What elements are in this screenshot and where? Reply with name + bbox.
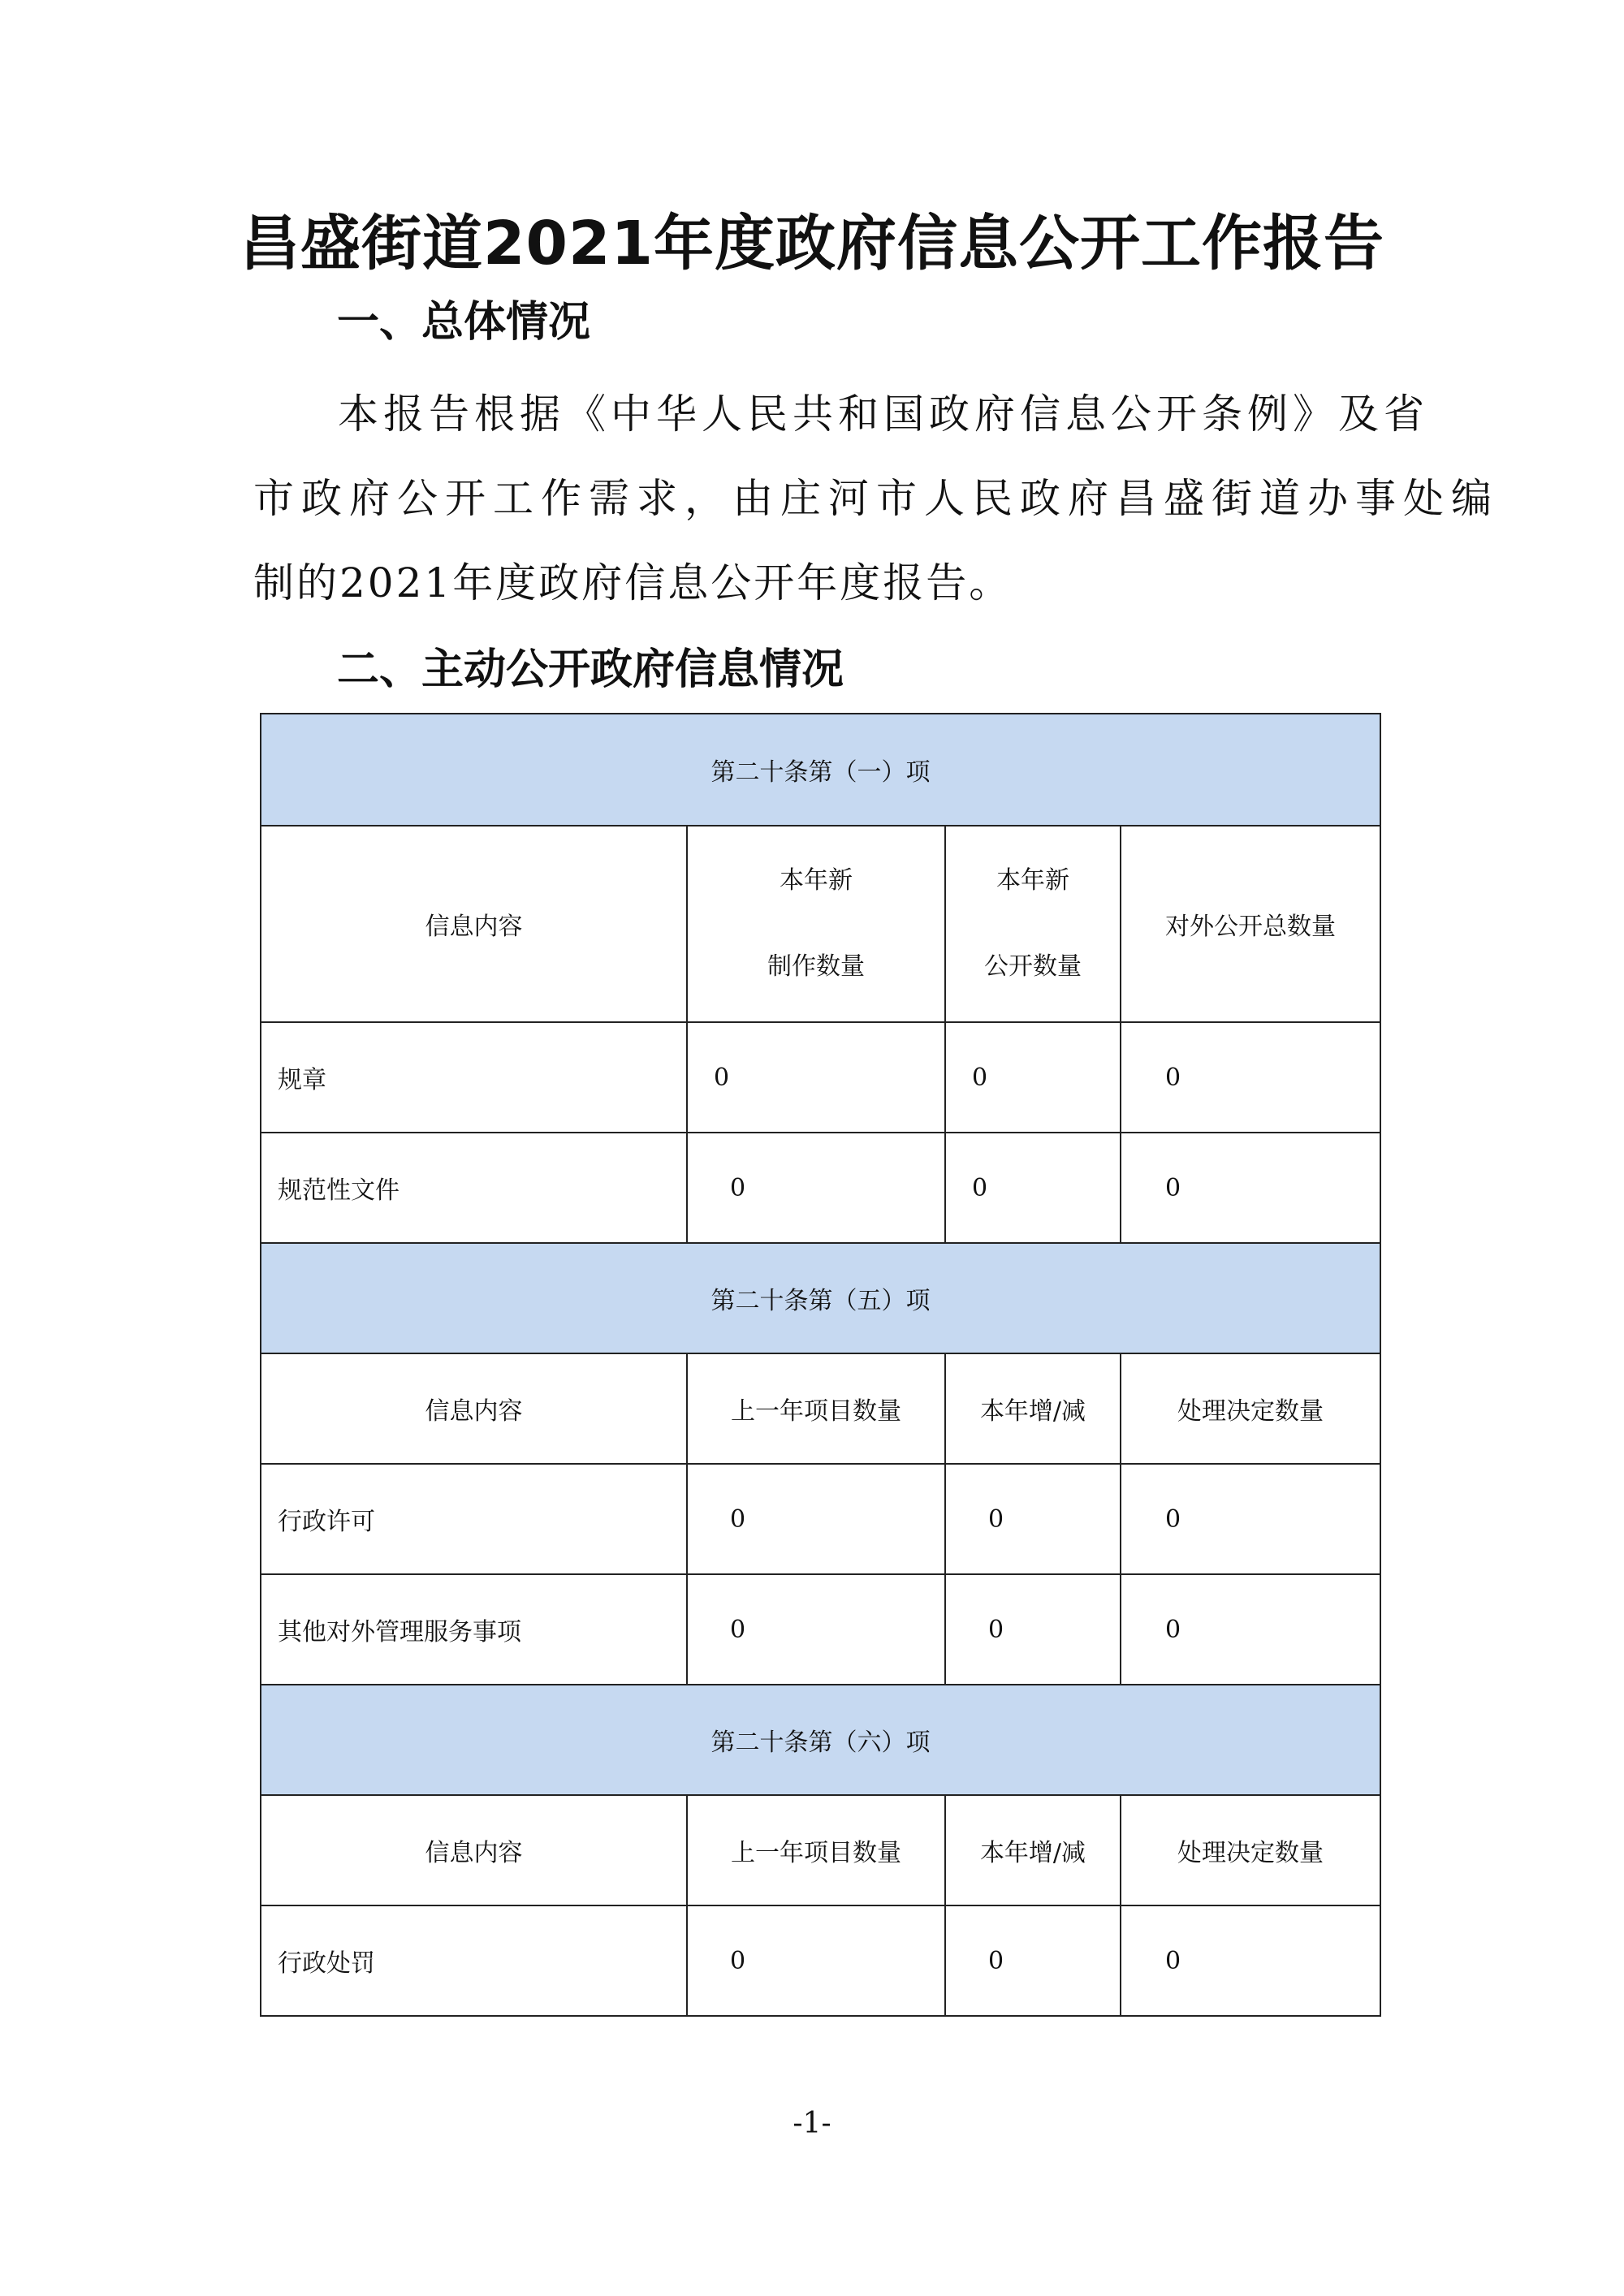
column-header-line: 本年新: [996, 866, 1069, 895]
section-heading-proactive-disclosure: 二、主动公开政府信息情况: [337, 645, 844, 694]
column-header: 处理决定数量: [1121, 1353, 1380, 1464]
cell-value: 0: [945, 1022, 1121, 1133]
column-header: 信息内容: [261, 826, 687, 1022]
table-row: [261, 1464, 1380, 1574]
row-label: 行政许可: [261, 1464, 687, 1574]
cell-value: 0: [1121, 1464, 1380, 1574]
column-header: 对外公开总数量: [1121, 826, 1380, 1022]
cell-value: 0: [945, 1905, 1121, 2016]
cell-value: 0: [1121, 1905, 1380, 2016]
disclosure-table: [260, 713, 1381, 2017]
page-number: -1-: [793, 2107, 831, 2140]
column-header-line: 公开数量: [984, 952, 1082, 981]
column-header: 本年增/减: [945, 1795, 1121, 1905]
cell-value: 0: [687, 1905, 945, 2016]
cell-value: 0: [945, 1574, 1121, 1685]
row-label: 其他对外管理服务事项: [261, 1574, 687, 1685]
table-row: [261, 1574, 1380, 1685]
cell-value: 0: [687, 1574, 945, 1685]
column-header: 信息内容: [261, 1353, 687, 1464]
row-label: 行政处罚: [261, 1905, 687, 2016]
table-section-header: [261, 1685, 1380, 1795]
section-title: 第二十条第（六）项: [261, 1685, 1380, 1795]
section-title: 第二十条第（一）项: [261, 714, 1380, 826]
column-header: [945, 826, 1121, 1022]
cell-value: 0: [687, 1133, 945, 1243]
column-header: 信息内容: [261, 1795, 687, 1905]
table-header-row: [261, 826, 1380, 1022]
column-header: 本年增/减: [945, 1353, 1121, 1464]
column-header-line: 制作数量: [767, 952, 865, 981]
column-header: 上一年项目数量: [687, 1795, 945, 1905]
table-row: [261, 1905, 1380, 2016]
cell-value: 0: [1121, 1133, 1380, 1243]
table-header-row: [261, 1795, 1380, 1905]
cell-value: 0: [1121, 1022, 1380, 1133]
table-row: [261, 1022, 1380, 1133]
cell-value: 0: [1121, 1574, 1380, 1685]
paragraph-line: 制的2021年度政府信息公开年度报告。: [253, 559, 1013, 606]
column-header: [687, 826, 945, 1022]
cell-value: 0: [687, 1464, 945, 1574]
cell-value: 0: [687, 1022, 945, 1133]
section-title: 第二十条第（五）项: [261, 1243, 1380, 1353]
row-label: 规章: [261, 1022, 687, 1133]
column-header: 处理决定数量: [1121, 1795, 1380, 1905]
column-header-line: 本年新: [780, 866, 853, 895]
paragraph-line: 本报告根据《中华人民共和国政府信息公开条例》及省: [338, 391, 1429, 438]
section-heading-overview: 一、总体情况: [337, 298, 591, 347]
document-title: 昌盛街道2021年度政府信息公开工作报告: [240, 209, 1384, 278]
overview-paragraph: [253, 382, 1499, 635]
column-header: 上一年项目数量: [687, 1353, 945, 1464]
cell-value: 0: [945, 1133, 1121, 1243]
table-section-header: [261, 1243, 1380, 1353]
table-header-row: [261, 1353, 1380, 1464]
table-row: [261, 1133, 1380, 1243]
table-section-header: [261, 714, 1380, 826]
paragraph-line: 市政府公开工作需求，由庄河市人民政府昌盛街道办事处编: [253, 475, 1499, 522]
row-label: 规范性文件: [261, 1133, 687, 1243]
cell-value: 0: [945, 1464, 1121, 1574]
